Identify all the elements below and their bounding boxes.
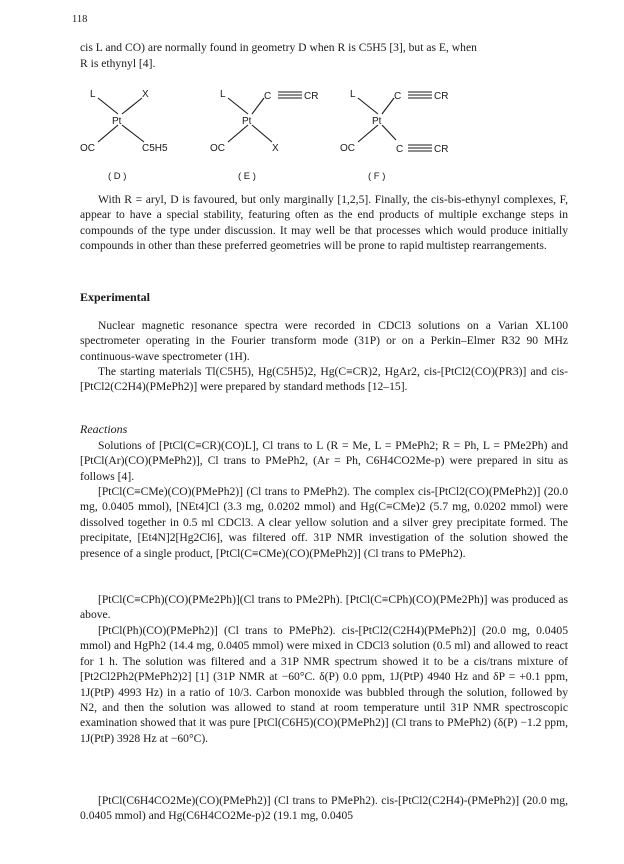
e-x-label: X <box>272 143 279 154</box>
f-pt-label: Pt <box>372 116 382 127</box>
page-number: 118 <box>72 14 88 25</box>
paragraph-ester: [PtCl(C6H4CO2Me)(CO)(PMePh2)] (Cl trans to PMePh2). cis-[PtCl2(C2H4)-(PMePh2)] (20.0 mg, 0.0405 mmol) and Hg(C6H4CO2Me-p)2 (19.1 mg, 0.0405 <box>80 794 568 823</box>
d-pt-label: Pt <box>112 116 122 127</box>
structures-figure <box>80 84 568 184</box>
f-l-label: L <box>350 89 356 100</box>
d-x-label: X <box>142 89 149 100</box>
paragraph-aryl: With R = aryl, D is favoured, but only marginally [1,2,5]. Finally, the cis-bis-ethynyl complexes, F, appear to have a special stability, featuring often as the end products of multiple exchange steps in compounds of the type under discussion. It may well be that processes which would produce initially compounds in other than these preferred geometries will be prone to rapid multistep rearrangements. <box>80 193 568 253</box>
f-c-bottom-label: C <box>396 144 404 155</box>
e-oc-label: OC <box>210 143 225 154</box>
paragraph-materials: The starting materials Tl(C5H5), Hg(C5H5)2, Hg(C≡CR)2, HgAr2, cis-[PtCl2(CO)(PR3)] and cis-[PtCl2(C2H4)(PMePh2)] were prepared by standard methods [12–15]. <box>80 365 568 394</box>
d-l-label: L <box>90 89 96 100</box>
e-r-label: CR <box>304 91 319 102</box>
f-caption: ( F ) <box>368 171 386 182</box>
e-caption: ( E ) <box>238 171 256 182</box>
intro-line-1: cis L and CO) are normally found in geometry D when R is C5H5 [3], but as E, when <box>80 41 477 54</box>
e-pt-label: Pt <box>242 116 252 127</box>
e-l-label: L <box>220 89 226 100</box>
heading-reactions: Reactions <box>80 422 128 436</box>
f-c-top-label: C <box>394 91 402 102</box>
f-oc-label: OC <box>340 143 355 154</box>
d-oc-label: OC <box>80 143 95 154</box>
paragraph-solutions: Solutions of [PtCl(C≡CR)(CO)L], Cl trans to L (R = Me, L = PMePh2; R = Ph, L = PMe2Ph) and [PtCl(Ar)(CO)(PMePh2)], Cl trans to PMePh2, (Ar = Ph, C6H4CO2Me-p) were prepared in situ as follows [4]. <box>80 439 568 483</box>
d-r-label: C5H5 <box>142 143 168 154</box>
e-c-label: C <box>264 91 272 102</box>
structures-svg <box>80 84 568 184</box>
paragraph-cme: [PtCl(C≡CMe)(CO)(PMePh2)] (Cl trans to PMePh2). The complex cis-[PtCl2(CO)(PMePh2)] (20.0 mg, 0.0405 mmol), [NEt4]Cl (3.3 mg, 0.0202 mmol) and Hg(C≡CMe)2 (5.7 mg, 0.0202 mmol) were dissolved together in 0.5 ml CDCl3. A clear yellow solution and a silver grey precipitate formed. The precipitate, [Et4N]2[Hg2Cl6], was filtered off. 31P NMR investigation of the solution showed the presence of a single product, [PtCl(C≡CMe)(CO)(PMePh2)] (Cl trans to PMePh2). <box>80 485 568 560</box>
f-r-top-label: CR <box>434 91 449 102</box>
paragraph-nmr: Nuclear magnetic resonance spectra were recorded in CDCl3 solutions on a Varian XL100 spectrometer operating in the Fourier transform mode (31P) or on a Perkin–Elmer R32 90 MHz continuous-wave spectrometer (1H). <box>80 319 568 363</box>
paragraph-cph: [PtCl(C≡CPh)(CO)(PMe2Ph)](Cl trans to PMe2Ph). [PtCl(C≡CPh)(CO)(PMe2Ph)] was produced as above. <box>80 593 568 622</box>
f-r-bottom-label: CR <box>434 144 449 155</box>
heading-experimental: Experimental <box>80 290 150 304</box>
intro-line-2: R is ethynyl [4]. <box>80 57 156 70</box>
paragraph-ph: [PtCl(Ph)(CO)(PMePh2)] (Cl trans to PMePh2). cis-[PtCl2(C2H4)(PMePh2)] (20.0 mg, 0.0405 mmol) and HgPh2 (14.4 mg, 0.0405 mmol) were mixed in CDCl3 solution (0.5 ml) and allowed to react for 1 h. The solution was filtered and a 31P NMR spectrum showed it to be a cis/trans mixture of [Pt2Cl2Ph2(PMePh2)2] [1] (31P NMR at −60°C. δ(P) 0.0 ppm, 1J(PtP) 4940 Hz and δP = +0.1 ppm, 1J(PtP) 4993 Hz) in a ratio of 10/3. Carbon monoxide was bubbled through the solution, followed by N2, and then the solution was allowed to stand at room temperature until 31P NMR spectroscopic examination showed that it was pure [PtCl(C6H5)(CO)(PMePh2)] (Cl trans to PMePh2) (δ(P) −1.2 ppm, 1J(PtP) 3928 Hz at −60°C). <box>80 624 568 745</box>
d-caption: ( D ) <box>108 171 127 182</box>
